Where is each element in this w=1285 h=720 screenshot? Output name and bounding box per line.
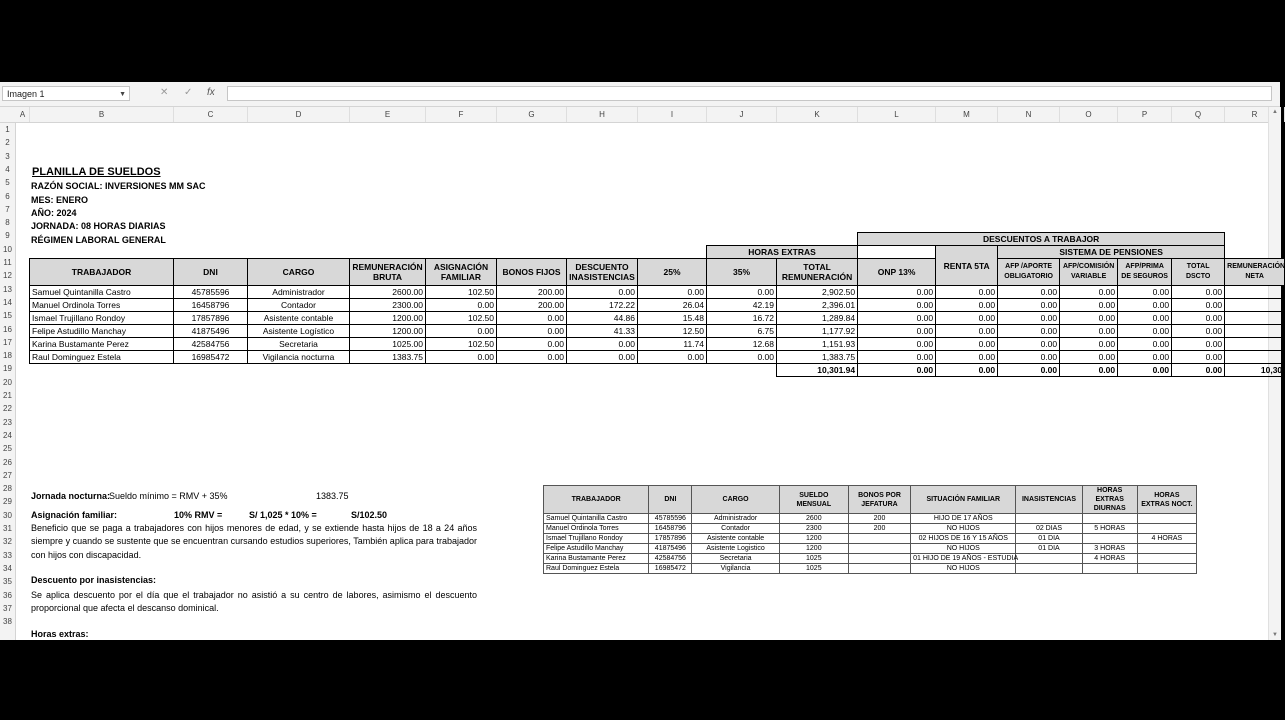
- col-h35: 35%: [707, 259, 777, 286]
- small-col-header: INASISTENCIAS: [1016, 486, 1082, 514]
- cell[interactable]: 0.00: [707, 286, 777, 299]
- col-h25: 25%: [638, 259, 707, 286]
- column-header-m[interactable]: M: [936, 107, 998, 122]
- column-header-b[interactable]: B: [30, 107, 174, 122]
- row-header-5[interactable]: 5: [5, 178, 10, 188]
- horas-paragraph-2: En caso de trabajo días de descanso o domingos el pago de sobretesa es al 100% es decir pago doble.: [31, 683, 446, 693]
- row-header-16[interactable]: 16: [3, 324, 12, 334]
- descuentos-group: DESCUENTOS A TRABAJOR: [858, 233, 1225, 246]
- col-desc-inas: DESCUENTO INASISTENCIAS: [567, 259, 638, 286]
- cell[interactable]: [1225, 351, 1285, 364]
- small-cell[interactable]: 1200: [779, 534, 848, 544]
- row-header-2[interactable]: 2: [5, 138, 10, 148]
- desc-label: Descuento por inasistencias:: [31, 575, 157, 585]
- cell[interactable]: Karina Bustamante Perez: [30, 338, 174, 351]
- row-header-24[interactable]: 24: [3, 430, 12, 440]
- small-cell[interactable]: Samuel Quintanilla Castro: [544, 514, 649, 524]
- formula-input[interactable]: [227, 86, 1272, 101]
- cell[interactable]: 12.50: [638, 325, 707, 338]
- row-header-10[interactable]: 10: [3, 244, 12, 254]
- blank-cell: [30, 364, 777, 377]
- cell[interactable]: 0.00: [1060, 286, 1118, 299]
- row-header-17[interactable]: 17: [3, 337, 12, 347]
- cell[interactable]: 102.50: [426, 312, 497, 325]
- row-header-4[interactable]: 4: [5, 164, 10, 174]
- cell[interactable]: 16985472: [174, 351, 248, 364]
- cell[interactable]: 17857896: [174, 312, 248, 325]
- column-header-l[interactable]: L: [858, 107, 936, 122]
- row-header-20[interactable]: 20: [3, 377, 12, 387]
- cell[interactable]: 1,177.92: [777, 325, 858, 338]
- cell[interactable]: 0.00: [998, 338, 1060, 351]
- table-row: [30, 286, 1285, 299]
- small-table-header: [544, 486, 1197, 514]
- col-rem-neta: REMUNERACIÓN NETA: [1225, 259, 1285, 286]
- column-header-h[interactable]: H: [567, 107, 638, 122]
- cell[interactable]: [1225, 312, 1285, 325]
- col-renta: RENTA 5TA: [936, 246, 998, 286]
- horas-extras-group: HORAS EXTRAS: [707, 246, 858, 259]
- cell[interactable]: 0.00: [998, 351, 1060, 364]
- small-col-header: HORAS EXTRAS NOCT.: [1137, 486, 1196, 514]
- sheet-title: PLANILLA DE SUELDOS: [32, 166, 161, 178]
- small-cell[interactable]: 4 HORAS: [1082, 554, 1137, 564]
- cell[interactable]: 0.00: [1118, 299, 1172, 312]
- row-header-8[interactable]: 8: [5, 218, 10, 228]
- small-cell[interactable]: [1082, 514, 1137, 524]
- cell[interactable]: 0.00: [1172, 299, 1225, 312]
- small-cell[interactable]: HIJO DE 17 AÑOS: [911, 514, 1016, 524]
- row-headers: [0, 123, 16, 640]
- employee-data-table: [543, 485, 1197, 574]
- small-cell[interactable]: NO HIJOS: [911, 544, 1016, 554]
- total-cell[interactable]: 10,301.94: [777, 364, 858, 377]
- col-afp-aporte: AFP /APORTE OBLIGATORIO: [998, 259, 1060, 286]
- row-header-11[interactable]: 11: [3, 258, 12, 267]
- cell[interactable]: 11.74: [638, 338, 707, 351]
- small-cell[interactable]: [848, 554, 910, 564]
- jornada-value: 1383.75: [316, 491, 349, 501]
- cell[interactable]: 0.00: [1060, 325, 1118, 338]
- cell[interactable]: 1383.75: [350, 351, 426, 364]
- cell[interactable]: 41.33: [567, 325, 638, 338]
- row-header-22[interactable]: 22: [3, 404, 12, 414]
- small-table-row: [544, 544, 1197, 554]
- cell[interactable]: 2600.00: [350, 286, 426, 299]
- row-header-33[interactable]: 33: [3, 550, 12, 560]
- row-header-31[interactable]: 31: [3, 524, 12, 533]
- col-total-dscto: TOTAL DSCTO: [1172, 259, 1225, 286]
- small-table-row: [544, 514, 1197, 524]
- total-cell[interactable]: 0.00: [1060, 364, 1118, 377]
- cell[interactable]: 0.00: [1172, 351, 1225, 364]
- cell[interactable]: 0.00: [936, 286, 998, 299]
- cell[interactable]: Contador: [248, 299, 350, 312]
- small-cell[interactable]: 4 HORAS: [1137, 534, 1196, 544]
- column-header-e[interactable]: E: [350, 107, 426, 122]
- small-cell[interactable]: [848, 564, 910, 574]
- col-onp: ONP 13%: [858, 259, 936, 286]
- small-cell[interactable]: 1200: [779, 544, 848, 554]
- small-col-header: SUELDO MENSUAL: [779, 486, 848, 514]
- cell[interactable]: 12.68: [707, 338, 777, 351]
- cell[interactable]: 0.00: [998, 325, 1060, 338]
- row-header-13[interactable]: 13: [3, 284, 12, 294]
- row-header-19[interactable]: 19: [3, 364, 12, 374]
- cell[interactable]: Samuel Quintanilla Castro: [30, 286, 174, 299]
- col-afp-prima: AFP/PRIMA DE SEGUROS: [1118, 259, 1172, 286]
- column-header-j[interactable]: J: [707, 107, 777, 122]
- scroll-up-icon[interactable]: ▲: [1272, 109, 1278, 115]
- cell[interactable]: 0.00: [497, 338, 567, 351]
- regimen: RÉGIMEN LABORAL GENERAL: [31, 235, 166, 245]
- col-bonos: BONOS FIJOS: [497, 259, 567, 286]
- small-cell[interactable]: NO HIJOS: [911, 564, 1016, 574]
- row-header-27[interactable]: 27: [3, 470, 12, 480]
- asig-calc: S/ 1,025 * 10% =: [249, 510, 317, 520]
- cell[interactable]: 0.00: [858, 286, 936, 299]
- anio: AÑO: 2024: [31, 208, 77, 218]
- small-cell[interactable]: 45785596: [649, 514, 692, 524]
- cell[interactable]: 200.00: [497, 299, 567, 312]
- small-cell[interactable]: [1082, 564, 1137, 574]
- cell[interactable]: 102.50: [426, 286, 497, 299]
- row-header-35[interactable]: 35: [3, 577, 12, 587]
- cell[interactable]: 0.00: [1118, 325, 1172, 338]
- pensiones-group: SISTEMA DE PENSIONES: [998, 246, 1225, 259]
- cell[interactable]: Asistente Logístico: [248, 325, 350, 338]
- cell[interactable]: Felipe Astudillo Manchay: [30, 325, 174, 338]
- jornada-label: Jornada nocturna:: [31, 491, 111, 501]
- excel-window: [0, 82, 1285, 719]
- row-header-6[interactable]: 6: [5, 191, 10, 201]
- total-cell[interactable]: 0.00: [858, 364, 936, 377]
- cell[interactable]: 0.00: [936, 299, 998, 312]
- worksheet[interactable]: [16, 123, 1285, 719]
- cell[interactable]: 2,902.50: [777, 286, 858, 299]
- cell[interactable]: Administrador: [248, 286, 350, 299]
- row-header-1[interactable]: 1: [5, 125, 10, 134]
- small-cell[interactable]: 2300: [779, 524, 848, 534]
- row-header-7[interactable]: 7: [5, 204, 10, 214]
- total-cell[interactable]: 0.00: [1118, 364, 1172, 377]
- col-asig: ASIGNACIÓN FAMILIAR: [426, 259, 497, 286]
- row-header-29[interactable]: 29: [3, 497, 12, 507]
- table-row: [30, 312, 1285, 325]
- small-cell[interactable]: Ismael Trujillano Rondoy: [544, 534, 649, 544]
- cell[interactable]: [1225, 338, 1285, 351]
- small-cell[interactable]: 5 HORAS: [1082, 524, 1137, 534]
- small-cell[interactable]: 42584756: [649, 554, 692, 564]
- small-table-row: [544, 524, 1197, 534]
- small-cell[interactable]: [1137, 544, 1196, 554]
- cell[interactable]: [1225, 286, 1285, 299]
- cell[interactable]: Raul Dominguez Estela: [30, 351, 174, 364]
- asig-paragraph: Beneficio que se paga a trabajadores con hijos menores de edad, y se extiende hasta hijos de 18 a 24 años siempre y cuando se sustente que se encuentran cursando estudios superiores, También aplica para trabajador con hijos con discapacidad.: [31, 523, 477, 560]
- column-header-o[interactable]: O: [1060, 107, 1118, 122]
- small-col-header: TRABAJADOR: [544, 486, 649, 514]
- cell[interactable]: 15.48: [638, 312, 707, 325]
- row-header-37[interactable]: 37: [3, 603, 12, 613]
- col-cargo: CARGO: [248, 259, 350, 286]
- small-cell[interactable]: 41875496: [649, 544, 692, 554]
- small-col-header: DNI: [649, 486, 692, 514]
- jornada-text: Sueldo mínimo = RMV + 35%: [109, 491, 228, 501]
- cell[interactable]: 0.00: [426, 351, 497, 364]
- cancel-icon[interactable]: ✕: [160, 87, 169, 98]
- cell[interactable]: 0.00: [998, 312, 1060, 325]
- column-header-a[interactable]: A: [16, 107, 30, 122]
- column-header-f[interactable]: F: [426, 107, 497, 122]
- horas-paragraph: La empresa está obligada a compensar al trabajador por el trabajo en sobretiempo, considerando no solo el pago de la remuneración correspondiente, si no también el pago sobretasas del 25% por las 02 primeras horas y el 35% a partir de la tercera hora.: [31, 643, 477, 680]
- small-table-row: [544, 564, 1197, 574]
- name-box[interactable]: Imagen 1 ▼: [2, 86, 130, 101]
- cell[interactable]: 0.00: [638, 351, 707, 364]
- cell[interactable]: 1,151.93: [777, 338, 858, 351]
- horas-label: Horas extras:: [31, 629, 89, 639]
- table-row: [30, 338, 1285, 351]
- asig-value: S/102.50: [351, 510, 388, 520]
- column-header-g[interactable]: G: [497, 107, 567, 122]
- total-cell[interactable]: 10,30: [1225, 364, 1285, 377]
- row-header-32[interactable]: 32: [3, 537, 12, 547]
- table-row: [30, 325, 1285, 338]
- cell[interactable]: 16.72: [707, 312, 777, 325]
- small-cell[interactable]: Vigilancia: [692, 564, 779, 574]
- cell[interactable]: 0.00: [707, 351, 777, 364]
- cell[interactable]: 0.00: [1172, 286, 1225, 299]
- cell[interactable]: 45785596: [174, 286, 248, 299]
- cell[interactable]: 0.00: [1172, 312, 1225, 325]
- row-header-25[interactable]: 25: [3, 444, 12, 454]
- cell[interactable]: 0.00: [638, 286, 707, 299]
- column-header-p[interactable]: P: [1118, 107, 1172, 122]
- small-table-row: [544, 554, 1197, 564]
- small-col-header: SITUACIÓN FAMILIAR: [911, 486, 1016, 514]
- column-header-d[interactable]: D: [248, 107, 350, 122]
- small-cell[interactable]: Raul Dominguez Estela: [544, 564, 649, 574]
- column-header-q[interactable]: Q: [1172, 107, 1225, 122]
- small-cell[interactable]: [1137, 514, 1196, 524]
- small-cell[interactable]: [1137, 564, 1196, 574]
- row-header-23[interactable]: 23: [3, 417, 12, 427]
- cell[interactable]: 0.00: [1060, 338, 1118, 351]
- cell[interactable]: 41875496: [174, 325, 248, 338]
- small-cell[interactable]: 01 DIA: [1016, 534, 1082, 544]
- small-cell[interactable]: [848, 534, 910, 544]
- cell[interactable]: 0.00: [1118, 312, 1172, 325]
- row-header-9[interactable]: 9: [5, 231, 10, 241]
- small-cell[interactable]: 1025: [779, 554, 848, 564]
- cell[interactable]: 0.00: [858, 312, 936, 325]
- cell[interactable]: 1025.00: [350, 338, 426, 351]
- row-header-36[interactable]: 36: [3, 590, 12, 600]
- cell[interactable]: 0.00: [426, 299, 497, 312]
- cell[interactable]: 0.00: [858, 338, 936, 351]
- cell[interactable]: 1,289.84: [777, 312, 858, 325]
- cell[interactable]: 0.00: [1118, 351, 1172, 364]
- cell[interactable]: 0.00: [936, 312, 998, 325]
- small-cell[interactable]: 2600: [779, 514, 848, 524]
- chevron-down-icon[interactable]: ▼: [119, 91, 126, 98]
- cell[interactable]: Vigilancia nocturna: [248, 351, 350, 364]
- small-cell[interactable]: Asistente contable: [692, 534, 779, 544]
- row-header-38[interactable]: 38: [3, 617, 12, 627]
- small-cell[interactable]: Contador: [692, 524, 779, 534]
- small-cell[interactable]: Karina Bustamante Perez: [544, 554, 649, 564]
- row-header-21[interactable]: 21: [3, 391, 12, 400]
- small-cell[interactable]: [1137, 554, 1196, 564]
- small-cell[interactable]: 17857896: [649, 534, 692, 544]
- small-cell[interactable]: Asistente Logistico: [692, 544, 779, 554]
- cell[interactable]: 0.00: [567, 286, 638, 299]
- cell[interactable]: 0.00: [497, 351, 567, 364]
- cell[interactable]: 42.19: [707, 299, 777, 312]
- cell[interactable]: 42584756: [174, 338, 248, 351]
- cell[interactable]: 0.00: [1060, 351, 1118, 364]
- cell[interactable]: 0.00: [567, 338, 638, 351]
- small-cell[interactable]: 02 HIJOS DE 16 Y 15 AÑOS: [911, 534, 1016, 544]
- cell[interactable]: [1225, 325, 1285, 338]
- small-cell[interactable]: 16458796: [649, 524, 692, 534]
- small-cell[interactable]: Manuel Ordinola Torres: [544, 524, 649, 534]
- col-afp-comision: AFP/COMISIÓN VARIABLE: [1060, 259, 1118, 286]
- cell[interactable]: 16458796: [174, 299, 248, 312]
- cell[interactable]: 0.00: [936, 351, 998, 364]
- cell[interactable]: 172.22: [567, 299, 638, 312]
- row-header-34[interactable]: 34: [3, 563, 12, 573]
- row-header-26[interactable]: 26: [3, 457, 12, 467]
- row-header-18[interactable]: 18: [3, 351, 12, 361]
- cell[interactable]: 2300.00: [350, 299, 426, 312]
- razon-social: RAZÓN SOCIAL: INVERSIONES MM SAC: [31, 181, 206, 191]
- small-cell[interactable]: NO HIJOS: [911, 524, 1016, 534]
- calculos-label: CÁLCULOS:: [31, 709, 84, 719]
- row-header-12[interactable]: 12: [3, 271, 12, 281]
- small-cell[interactable]: Secretaria: [692, 554, 779, 564]
- cell[interactable]: Secretaria: [248, 338, 350, 351]
- cell[interactable]: 0.00: [567, 351, 638, 364]
- mes: MES: ENERO: [31, 195, 89, 205]
- cell[interactable]: [1225, 299, 1285, 312]
- row-header-30[interactable]: 30: [3, 510, 12, 520]
- cell[interactable]: 0.00: [1118, 286, 1172, 299]
- enter-icon[interactable]: ✓: [184, 87, 193, 98]
- cell[interactable]: 0.00: [1172, 338, 1225, 351]
- cell[interactable]: 2,396.01: [777, 299, 858, 312]
- total-cell[interactable]: 0.00: [936, 364, 998, 377]
- cell[interactable]: 0.00: [426, 325, 497, 338]
- cell[interactable]: 1200.00: [350, 325, 426, 338]
- col-total-rem: TOTAL REMUNERACIÓN: [777, 259, 858, 286]
- cell[interactable]: 0.00: [1118, 338, 1172, 351]
- cell[interactable]: 0.00: [998, 286, 1060, 299]
- small-cell[interactable]: 01 HIJO DE 19 AÑOS - ESTUDIA: [911, 554, 1016, 564]
- fx-icon[interactable]: fx: [207, 87, 215, 98]
- small-cell[interactable]: Felipe Astudillo Manchay: [544, 544, 649, 554]
- cell[interactable]: Manuel Ordinola Torres: [30, 299, 174, 312]
- cell[interactable]: 0.00: [497, 312, 567, 325]
- small-cell[interactable]: [1016, 564, 1082, 574]
- small-col-header: BONOS POR JEFATURA: [848, 486, 910, 514]
- cell[interactable]: 200.00: [497, 286, 567, 299]
- cell[interactable]: 26.04: [638, 299, 707, 312]
- cell[interactable]: 0.00: [1172, 325, 1225, 338]
- table-row: [30, 299, 1285, 312]
- cell[interactable]: 102.50: [426, 338, 497, 351]
- cell[interactable]: 0.00: [497, 325, 567, 338]
- cell[interactable]: 0.00: [936, 325, 998, 338]
- small-cell[interactable]: [848, 544, 910, 554]
- column-header-k[interactable]: K: [777, 107, 858, 122]
- cell[interactable]: Ismael Trujillano Rondoy: [30, 312, 174, 325]
- column-header-c[interactable]: C: [174, 107, 248, 122]
- col-dni: DNI: [174, 259, 248, 286]
- column-header-n[interactable]: N: [998, 107, 1060, 122]
- cell[interactable]: 1,383.75: [777, 351, 858, 364]
- formula-bar: [0, 82, 1280, 107]
- cell[interactable]: 0.00: [858, 325, 936, 338]
- table-row: [30, 351, 1285, 364]
- total-cell[interactable]: 0.00: [1172, 364, 1225, 377]
- payroll-table: [29, 232, 1285, 377]
- desc-paragraph: Se aplica descuento por el día que el trabajador no asistió a su centro de labores, asimismo el descuento proporcional que afecta el descanso dominical.: [31, 590, 477, 614]
- cell[interactable]: Asistente contable: [248, 312, 350, 325]
- total-cell[interactable]: 0.00: [998, 364, 1060, 377]
- totals-row: [30, 364, 1285, 377]
- column-header-r[interactable]: R: [1225, 107, 1285, 122]
- asig-label: Asignación familiar:: [31, 510, 118, 520]
- small-cell[interactable]: [1137, 524, 1196, 534]
- cell[interactable]: 0.00: [936, 338, 998, 351]
- cell[interactable]: 0.00: [998, 299, 1060, 312]
- cell[interactable]: 0.00: [1060, 299, 1118, 312]
- cell[interactable]: 1200.00: [350, 312, 426, 325]
- small-col-header: CARGO: [692, 486, 779, 514]
- small-cell[interactable]: [1016, 554, 1082, 564]
- small-cell[interactable]: 02 DIAS: [1016, 524, 1082, 534]
- column-headers: [0, 107, 1280, 123]
- small-table-row: [544, 534, 1197, 544]
- col-trabajador: TRABAJADOR: [30, 259, 174, 286]
- row-header-28[interactable]: 28: [3, 484, 12, 494]
- small-cell[interactable]: 200: [848, 524, 910, 534]
- cell[interactable]: 44.86: [567, 312, 638, 325]
- cell[interactable]: 0.00: [858, 351, 936, 364]
- small-cell[interactable]: [1016, 514, 1082, 524]
- col-rem-bruta: REMUNERACIÓN BRUTA: [350, 259, 426, 286]
- cell[interactable]: 0.00: [1060, 312, 1118, 325]
- small-cell[interactable]: 01 DIA: [1016, 544, 1082, 554]
- jornada: JORNADA: 08 HORAS DIARIAS: [31, 221, 166, 231]
- cell[interactable]: 0.00: [858, 299, 936, 312]
- small-cell[interactable]: 3 HORAS: [1082, 544, 1137, 554]
- small-cell[interactable]: 200: [848, 514, 910, 524]
- small-cell[interactable]: 16985472: [649, 564, 692, 574]
- cell[interactable]: 6.75: [707, 325, 777, 338]
- row-header-3[interactable]: 3: [5, 151, 10, 161]
- small-col-header: HORAS EXTRAS DIURNAS: [1082, 486, 1137, 514]
- column-header-i[interactable]: I: [638, 107, 707, 122]
- row-header-14[interactable]: 14: [3, 297, 12, 307]
- asig-pct: 10% RMV =: [174, 510, 223, 520]
- row-header-15[interactable]: 15: [3, 311, 12, 321]
- small-cell[interactable]: Administrador: [692, 514, 779, 524]
- scroll-down-icon[interactable]: ▼: [1272, 632, 1278, 638]
- small-cell[interactable]: 1025: [779, 564, 848, 574]
- small-cell[interactable]: [1082, 534, 1137, 544]
